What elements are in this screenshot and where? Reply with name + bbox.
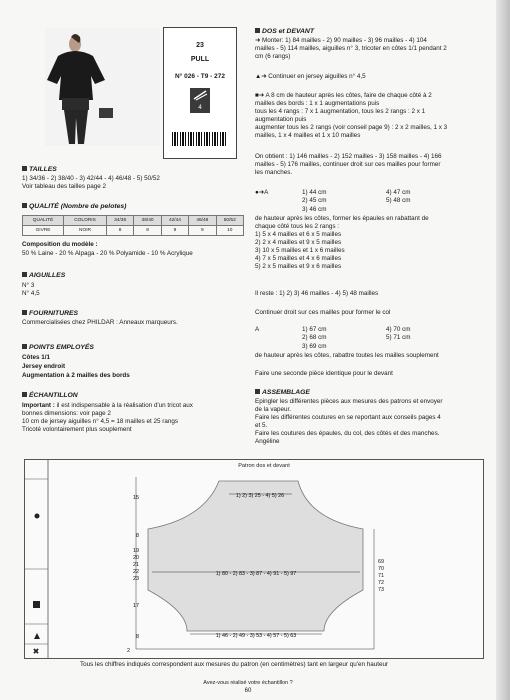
diagram-title: Patron dos et devant	[238, 463, 290, 469]
height-label: 21	[133, 562, 139, 568]
pattern-reference: N° 026 - T9 - 272	[175, 73, 225, 80]
pattern-name: PULL	[190, 56, 210, 63]
table-header-cell: 34/36	[106, 216, 133, 226]
dos-p1-line-1: ➜ Monter: 1) 84 mailles - 2) 90 mailles - 3) 96 mailles - 4) 104	[255, 37, 427, 44]
echantillon-line-3: 10 cm de jersey aiguilles n° 4,5 = 18 mailles et 25 rangs	[22, 418, 179, 425]
dos-p5-line-4: 2) 2 x 4 mailles et 9 x 5 mailles	[255, 239, 342, 246]
total-height-label: 69	[378, 559, 384, 565]
dos-p4-line-1: On obtient : 1) 146 mailles - 2) 152 mailles - 3) 158 mailles - 4) 166	[255, 153, 442, 160]
dos-a-label: ●➜A	[255, 189, 269, 196]
table-cell: 10	[216, 226, 243, 236]
height-label: 17	[133, 603, 139, 609]
height-label: 8	[136, 533, 139, 539]
diagram-note: Tous les chiffres indiqués correspondent aux mesures du patron (en centimètres) tant en largeur qu'en hauteur	[80, 661, 389, 668]
table-header-cell: 50/52	[216, 216, 243, 226]
dos-b-value: 5) 71 cm	[386, 334, 411, 341]
pattern-diagram	[24, 459, 484, 659]
dos-col: Continuer droit sur ces mailles pour former le col	[255, 309, 391, 316]
difficulty-badge	[190, 88, 210, 113]
total-height-label: 72	[378, 580, 384, 586]
neck-width-label: 1) 2) 3) 25 - 4) 5) 26	[235, 493, 285, 499]
table-cell: GIVRE	[23, 226, 64, 236]
dos-b-value: 1) 67 cm	[302, 326, 327, 333]
total-height-label: 70	[378, 566, 384, 572]
dos-b-value: 3) 69 cm	[302, 343, 327, 350]
dos-p3-line-6: mailles, 1 x 4 mailles et 1 x 10 mailles	[255, 132, 361, 139]
body-width-label: 1) 80 - 2) 83 - 3) 87 - 4) 91 - 5) 97	[215, 571, 297, 577]
composition-text: 50 % Laine - 20 % Alpaga - 20 % Polyamide - 10 % Acrylique	[22, 250, 193, 257]
dos-p5-line-3: 1) 5 x 4 mailles et 6 x 5 mailles	[255, 231, 342, 238]
tailles-note: Voir tableau des tailles page 2	[22, 183, 107, 190]
dos-p5-line-5: 3) 10 x 5 mailles et 1 x 6 mailles	[255, 247, 345, 254]
dos-b-value: 2) 68 cm	[302, 334, 327, 341]
height-label: 19	[133, 548, 139, 554]
height-label: 8	[136, 634, 139, 640]
dos-p7: Faire une seconde pièce identique pour le devant	[255, 370, 393, 377]
dos-p3-line-1: ■➜ A 8 cm de hauteur après les côtes, faire de chaque côté à 2	[255, 92, 432, 99]
point-1: Côtes 1/1	[22, 354, 50, 361]
dos-p3-line-4: augmentation puis	[255, 116, 307, 123]
height-label: 2	[127, 648, 130, 654]
dos-p4-line-2: mailles - 5) 176 mailles, continuer droit sur ces mailles pour former	[255, 161, 441, 168]
aiguilles-size-1: N° 3	[22, 282, 35, 289]
dos-a-value: 4) 47 cm	[386, 189, 411, 196]
echantillon-heading: ÉCHANTILLON	[22, 392, 78, 400]
dos-p6: de hauteur après les côtes, rabattre toutes les mailles souplement	[255, 352, 439, 359]
dos-p1-line-3: cm (6 rangs)	[255, 53, 291, 60]
assemblage-line: de la vapeur.	[255, 406, 292, 413]
tailles-sizes: 1) 34/36 - 2) 38/40 - 3) 42/44 - 4) 46/48 - 5) 50/52	[22, 175, 160, 182]
table-cell: 9	[161, 226, 188, 236]
echantillon-line-4: Tricoté volontairement plus souplement	[22, 426, 132, 433]
dos-a-value: 3) 46 cm	[302, 206, 327, 213]
qualite-heading: QUALITÉ (Nombre de pelotes)	[22, 203, 126, 211]
dos-a-value: 1) 44 cm	[302, 189, 327, 196]
point-3: Augmentation à 2 mailles des bords	[22, 372, 130, 379]
model-figure-image	[45, 28, 160, 146]
dos-p5-line-1: de hauteur après les côtes, former les épaules en rabattant de	[255, 215, 429, 222]
table-header-cell: 42/44	[161, 216, 188, 226]
difficulty-level: 4	[198, 104, 202, 111]
assemblage-line: Epingler les différentes pièces aux mesures des patrons et envoyer	[255, 398, 443, 405]
total-height-label: 73	[378, 587, 384, 593]
height-label: 23	[133, 576, 139, 582]
table-header-cell: COLORIS	[64, 216, 107, 226]
dos-reste: Il reste : 1) 2) 3) 46 mailles - 4) 5) 48 mailles	[255, 290, 379, 297]
dos-p5-line-6: 4) 7 x 5 mailles et 4 x 6 mailles	[255, 255, 342, 262]
dos-devant-heading: DOS et DEVANT	[255, 28, 314, 36]
dos-p3-line-3: tous les 4 rangs : 7 x 1 augmentation, tous les 2 rangs : 2 x 1	[255, 108, 426, 115]
hem-width-label: 1) 46 - 2) 49 - 3) 53 - 4) 57 - 5) 63	[215, 633, 297, 639]
fournitures-text: Commercialisées chez PHILDAR : Anneaux marqueurs.	[22, 319, 178, 326]
point-2: Jersey endroit	[22, 363, 66, 370]
assemblage-heading: ASSEMBLAGE	[255, 389, 310, 397]
barcode	[172, 132, 228, 146]
yarn-quantity-table	[22, 215, 244, 236]
table-row	[23, 226, 244, 236]
fournitures-heading: FOURNITURES	[22, 310, 78, 318]
table-cell: 8	[106, 226, 133, 236]
assemblage-line: Faire les différentes coutures en se reportant aux conseils pages 4	[255, 414, 441, 421]
table-cell: NOIR	[64, 226, 107, 236]
dos-p4-line-3: les manches.	[255, 169, 293, 176]
dos-p3-line-2: mailles des bords : 1 x 1 augmentations puis	[255, 100, 380, 107]
dos-p3-line-5: augmenter tous les 2 rangs (voir conseil page 9) : 2 x 2 mailles, 1 x 3	[255, 124, 448, 131]
page-number: 60	[244, 688, 252, 694]
tailles-heading: TAILLES	[22, 166, 57, 174]
pattern-info-box	[163, 27, 237, 159]
dos-b-label: A	[255, 326, 260, 333]
dos-a-value: 2) 45 cm	[302, 197, 327, 204]
height-label: 22	[133, 569, 139, 575]
height-label: 20	[133, 555, 139, 561]
echantillon-line-1: Important : il est indispensable à la réalisation d'un tricot aux	[22, 402, 193, 409]
aiguilles-heading: AIGUILLES	[22, 272, 65, 280]
total-height-label: 71	[378, 573, 384, 579]
dos-a-value: 5) 48 cm	[386, 197, 411, 204]
circle-marker-icon	[35, 514, 40, 519]
pattern-number: 23	[196, 42, 204, 49]
assemblage-line: et 5.	[255, 422, 268, 429]
square-marker-icon	[33, 601, 40, 608]
dos-p5-line-2: chaque côté tous les 2 rangs :	[255, 223, 340, 230]
dos-p1-line-2: mailles - 5) 114 mailles, aiguilles n° 3, tricoter en côtes 1/1 pendant 2	[255, 45, 447, 52]
points-heading: POINTS EMPLOYÉS	[22, 344, 94, 352]
table-header-cell: 38/40	[134, 216, 161, 226]
height-label: 15	[133, 495, 139, 501]
table-header-cell: QUALITÉ	[23, 216, 64, 226]
table-cell: 9	[189, 226, 216, 236]
page-spine	[496, 0, 510, 700]
echantillon-line-2: bonnes dimensions: voir page 2	[22, 410, 111, 417]
assemblage-line: Faire les coutures des épaules, du col, des côtés et des manches.	[255, 430, 440, 437]
table-cell: 8	[134, 226, 161, 236]
model-photo	[45, 28, 160, 146]
cross-marker-icon: ✖	[32, 647, 40, 656]
composition-heading: Composition du modèle :	[22, 241, 98, 248]
table-header-row	[23, 216, 244, 226]
table-header-cell: 46/48	[189, 216, 216, 226]
footer-question: Avez-vous réalisé votre échantillon ?	[203, 680, 293, 686]
dos-b-value: 4) 70 cm	[386, 326, 411, 333]
dos-p2: ▲➜ Continuer en jersey aiguilles n° 4,5	[255, 73, 366, 80]
assemblage-signature: Angéline	[255, 438, 280, 445]
aiguilles-size-2: N° 4,5	[22, 290, 40, 297]
yarn-icon	[190, 88, 210, 102]
dos-p5-line-7: 5) 2 x 5 mailles et 9 x 6 mailles	[255, 263, 342, 270]
